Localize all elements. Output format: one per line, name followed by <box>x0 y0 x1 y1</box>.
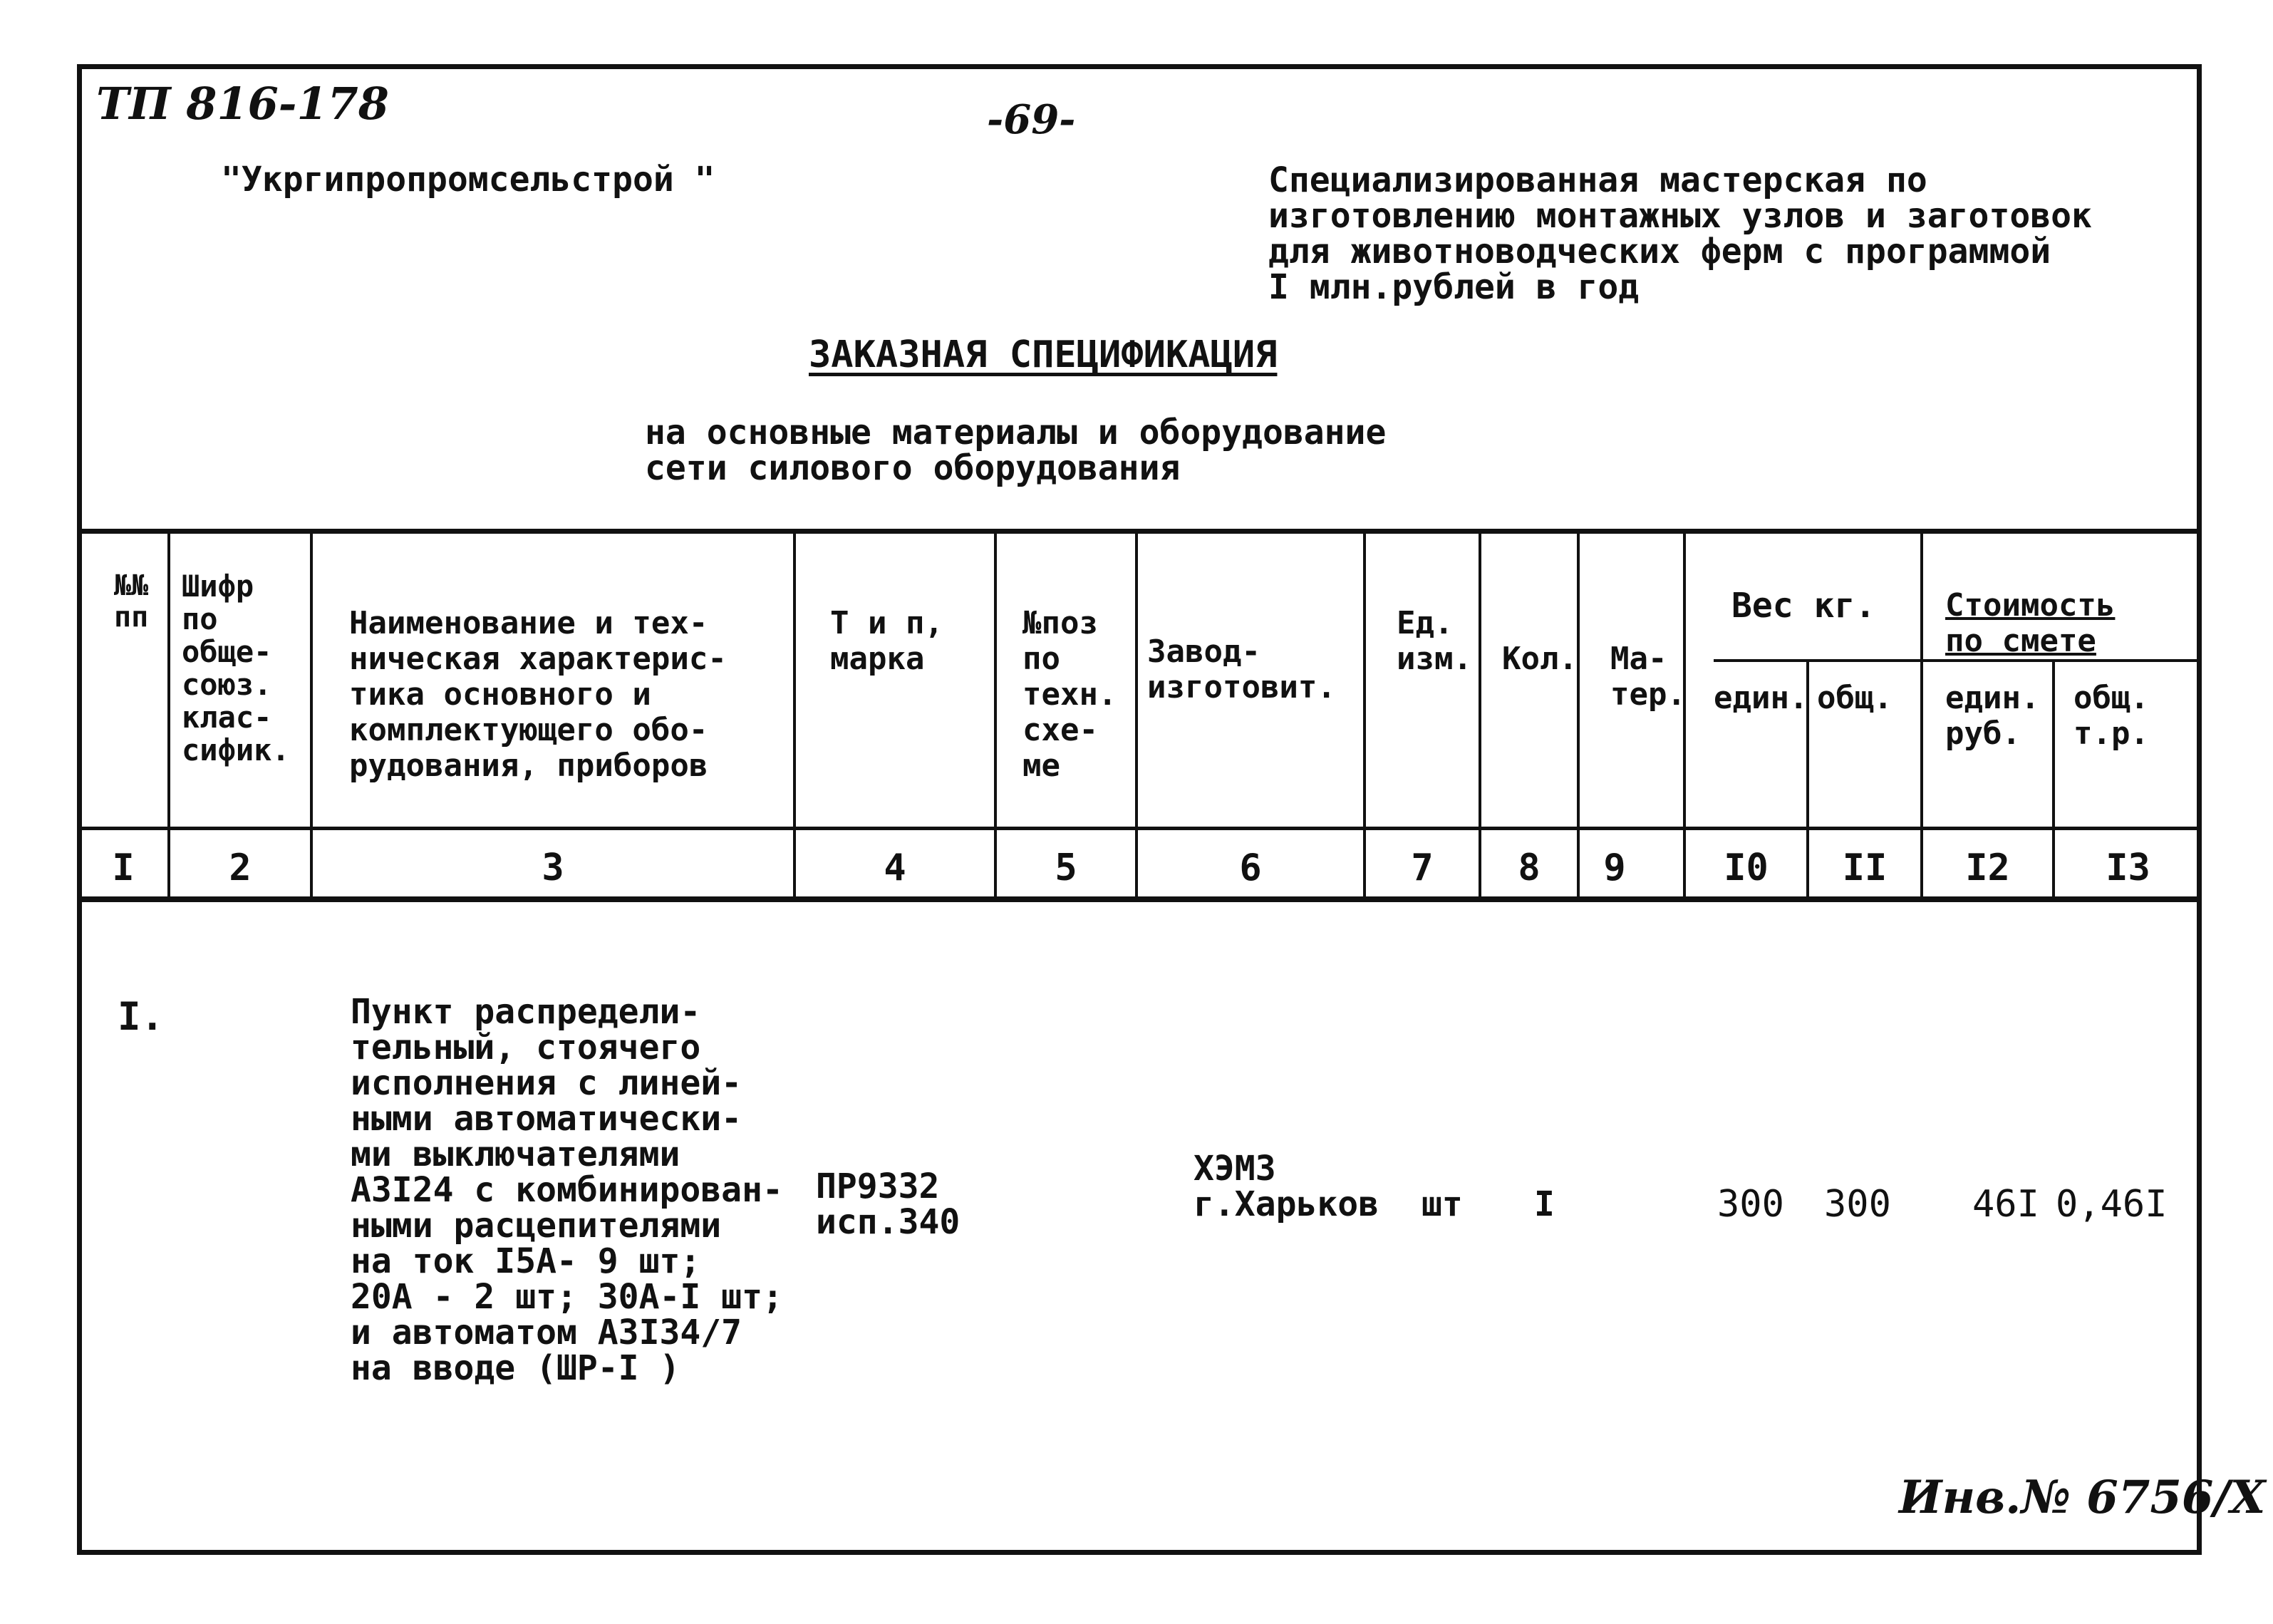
column-numbers-bottom-line <box>77 896 2202 902</box>
group-subheader-line <box>1714 659 2202 662</box>
column-number: I0 <box>1724 847 1769 889</box>
header-quantity: Кол. <box>1502 641 1578 677</box>
header-type-brand: Т и п, марка <box>830 605 943 677</box>
col-divider <box>793 531 796 899</box>
row-quantity: I <box>1534 1184 1555 1224</box>
col-divider <box>1577 531 1580 899</box>
col-divider <box>1683 531 1686 899</box>
row-cost-total: 0,46I <box>2056 1183 2168 1226</box>
column-number: II <box>1842 847 1888 889</box>
header-classification-code: Шифр по обще- союз. клас- сифик. <box>182 569 290 767</box>
col-divider <box>994 531 997 899</box>
col-divider <box>310 531 313 899</box>
column-number: 7 <box>1411 847 1434 889</box>
row-name-description: Пункт распредели- тельный, стоячего исполнения с линей- ными автоматически- ми выключателями А3I24 с комбинирован- ными расцепителями на ток I5А- 9 шт; 20А - 2 шт; 30А-I шт; и автоматом А3I34/7 на вводе (ШР-I ) <box>351 992 783 1388</box>
column-number: 3 <box>542 847 564 889</box>
header-cost-group: Стоимость по смете <box>1945 587 2116 659</box>
column-number: 9 <box>1603 847 1626 889</box>
header-bottom-line <box>77 827 2202 830</box>
table-top-border <box>77 529 2202 534</box>
col-divider <box>167 531 170 899</box>
header-weight-unit: един. <box>1714 680 1808 716</box>
row-cost-unit: 46I <box>1972 1183 2039 1226</box>
workshop-description <box>1268 162 2092 305</box>
workshop-line: изготовлению монтажных узлов и заготовок <box>1268 196 2092 236</box>
header-cost-total: общ. т.р. <box>2073 680 2149 752</box>
row-weight-unit: 300 <box>1717 1183 1784 1226</box>
column-number: 2 <box>229 847 252 889</box>
row-number: I. <box>118 994 165 1039</box>
subtitle-line: сети силового оборудования <box>645 448 1181 488</box>
header-cost-unit: един. руб. <box>1945 680 2040 752</box>
column-number: I <box>112 847 135 889</box>
column-number: I2 <box>1965 847 2010 889</box>
inventory-stamp: Инв.№ 6756/X <box>1899 1471 2266 1524</box>
header-unit: Ед. изм. <box>1397 605 1472 677</box>
col-divider <box>1363 531 1366 899</box>
row-manufacturer: ХЭМЗ г.Харьков <box>1194 1149 1379 1224</box>
subtitle-line: на основные материалы и оборудование <box>645 413 1387 452</box>
header-name-description: Наименование и тех- ническая характерис- тика основного и комплектующего обо- рудования, приборов <box>349 605 727 784</box>
document-title: ЗАКАЗНАЯ СПЕЦИФИКАЦИЯ <box>809 333 1278 376</box>
row-weight-total: 300 <box>1824 1183 1891 1226</box>
column-number: 8 <box>1518 847 1541 889</box>
workshop-line: для животноводческих ферм с программой <box>1268 232 2051 271</box>
column-number: 5 <box>1055 847 1077 889</box>
header-row-number: №№ пп <box>114 569 149 633</box>
col-divider <box>1135 531 1138 899</box>
row-type-brand: ПР9332 исп.340 <box>816 1167 961 1242</box>
document-subtitle <box>645 415 1386 486</box>
header-scheme-position: №поз по техн. схе- ме <box>1022 605 1117 784</box>
col-divider <box>1479 531 1481 899</box>
workshop-line: Специализированная мастерская по <box>1268 160 1927 200</box>
header-material: Ма- тер. <box>1610 641 1686 713</box>
document-code: ТП 816-178 <box>96 78 389 130</box>
col-divider <box>1920 531 1923 899</box>
row-unit: шт <box>1422 1184 1463 1224</box>
page-number: -69- <box>987 96 1076 143</box>
organization-name: "Укргипропромсельстрой " <box>221 160 715 200</box>
column-number: 6 <box>1239 847 1262 889</box>
header-weight-group: Вес кг. <box>1731 586 1876 626</box>
workshop-line: I млн.рублей в год <box>1268 267 1640 307</box>
column-number: 4 <box>884 847 906 889</box>
header-weight-total: общ. <box>1817 680 1893 716</box>
header-manufacturer: Завод- изготовит. <box>1147 633 1336 705</box>
column-number: I3 <box>2106 847 2150 889</box>
